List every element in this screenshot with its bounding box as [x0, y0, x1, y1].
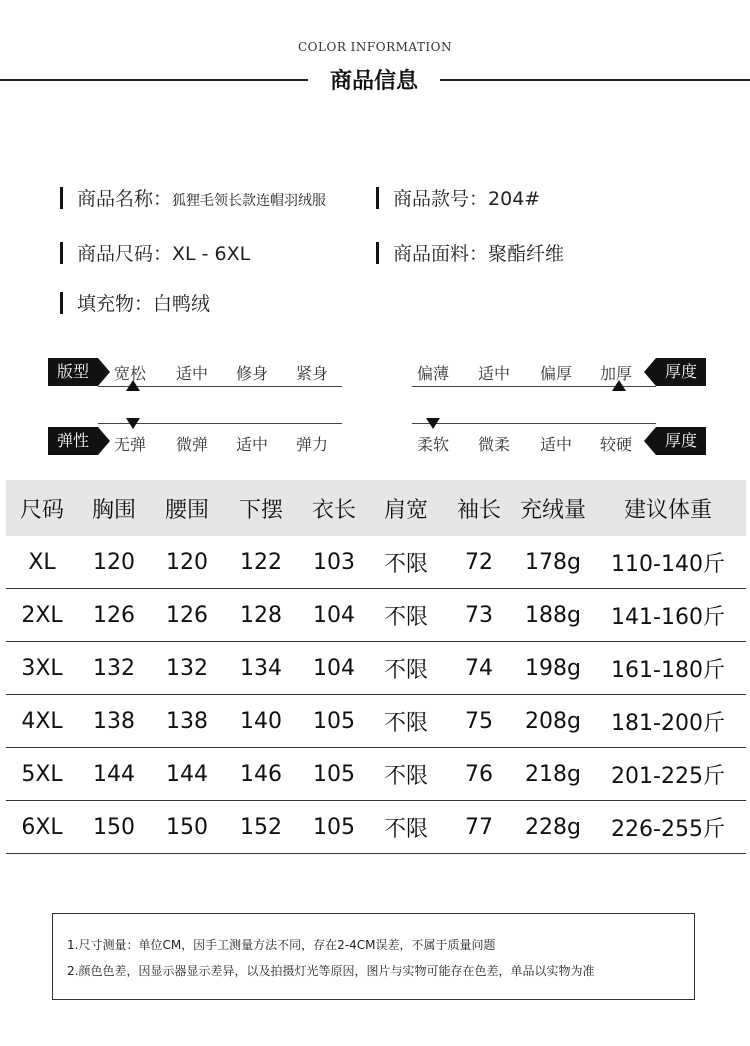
- table-cell: 152: [240, 814, 282, 840]
- info-size: [60, 239, 250, 266]
- table-cell: 73: [465, 602, 493, 628]
- scale-option: 弹力: [296, 435, 329, 454]
- scale-option: 适中: [176, 364, 209, 383]
- table-cell: 不限: [383, 604, 428, 630]
- info-filling: [60, 289, 210, 316]
- section-title: 商品信息: [329, 69, 418, 94]
- note-line: 1.尺寸测量：单位CM，因手工测量方法不同，存在2-4CM误差，不属于质量问题: [67, 938, 496, 952]
- table-cell: 138: [166, 708, 208, 734]
- title-divider-right: [440, 79, 750, 81]
- scale-thickness: [412, 358, 708, 390]
- info-label: 商品面料：: [393, 243, 489, 265]
- table-cell: 76: [465, 761, 493, 787]
- notes-box: [52, 913, 695, 1000]
- scale-option: 偏薄: [417, 364, 450, 383]
- table-cell: 75: [465, 708, 493, 734]
- table-cell: 122: [240, 549, 282, 575]
- info-value: 白鸭绒: [153, 293, 211, 315]
- table-cell: 138: [93, 708, 135, 734]
- table-header-cell: 袖长: [456, 497, 501, 523]
- note-line: 2.颜色色差，因显示器显示差异，以及拍摄灯光等原因，图片与实物可能存在色差，单品以实物为准: [67, 964, 595, 978]
- scale-marker-icon: [426, 418, 440, 429]
- scale-option: 无弹: [114, 435, 147, 454]
- scale-marker-icon: [126, 380, 140, 391]
- info-product-name: [60, 184, 326, 211]
- info-label: 填充物：: [77, 293, 154, 315]
- info-value: 204#: [488, 188, 541, 210]
- table-header-cell: 下摆: [238, 497, 283, 523]
- section-title-row: [0, 64, 750, 96]
- scale-tag: 版型: [48, 358, 98, 386]
- table-row: [6, 589, 746, 642]
- table-cell: 不限: [383, 657, 428, 683]
- scale-marker-icon: [612, 380, 626, 391]
- table-cell: 126: [166, 602, 208, 628]
- table-cell: 181-200斤: [611, 710, 725, 736]
- scale-option: 微弹: [176, 435, 209, 454]
- info-label: 商品款号：: [393, 188, 489, 210]
- table-cell: 6XL: [21, 814, 63, 840]
- table-cell: 141-160斤: [611, 604, 725, 630]
- scale-tag: 弹性: [48, 427, 98, 455]
- table-header-cell: 衣长: [311, 497, 356, 523]
- info-value: 狐狸毛领长款连帽羽绒服: [172, 193, 327, 209]
- table-cell: 不限: [383, 816, 428, 842]
- table-cell: 105: [313, 761, 355, 787]
- table-cell: 2XL: [21, 602, 63, 628]
- scale-tag: 厚度: [656, 358, 706, 386]
- table-header-cell: 建议体重: [623, 497, 712, 523]
- size-table: [6, 480, 746, 854]
- table-cell: 126: [93, 602, 135, 628]
- table-cell: 228g: [525, 814, 581, 840]
- table-header-row: [6, 480, 746, 536]
- info-value: XL - 6XL: [172, 243, 251, 265]
- table-row: [6, 748, 746, 801]
- table-cell: 不限: [383, 551, 428, 577]
- info-fabric: [376, 239, 564, 266]
- table-cell: 105: [313, 708, 355, 734]
- scale-fit: [48, 358, 344, 390]
- table-cell: 218g: [525, 761, 581, 787]
- table-cell: 140: [240, 708, 282, 734]
- info-label: 商品名称：: [77, 188, 173, 210]
- info-bar: [60, 242, 63, 264]
- table-cell: 134: [240, 655, 282, 681]
- info-bar: [376, 187, 379, 209]
- table-cell: 201-225斤: [611, 763, 725, 789]
- table-cell: 不限: [383, 763, 428, 789]
- table-cell: 146: [240, 761, 282, 787]
- table-row: [6, 801, 746, 854]
- info-bar: [60, 187, 63, 209]
- table-cell: 144: [93, 761, 135, 787]
- title-divider-left: [0, 79, 308, 81]
- table-cell: 72: [465, 549, 493, 575]
- table-header-cell: 肩宽: [383, 497, 428, 523]
- scale-marker-icon: [126, 418, 140, 429]
- table-cell: 144: [166, 761, 208, 787]
- table-cell: 105: [313, 814, 355, 840]
- table-cell: XL: [28, 549, 56, 575]
- info-style-number: [376, 184, 540, 211]
- table-cell: 不限: [383, 710, 428, 736]
- table-cell: 226-255斤: [611, 816, 725, 842]
- table-cell: 208g: [525, 708, 581, 734]
- table-cell: 103: [313, 549, 355, 575]
- table-cell: 110-140斤: [611, 551, 725, 577]
- scale-option: 适中: [540, 435, 573, 454]
- table-cell: 178g: [525, 549, 581, 575]
- table-cell: 120: [166, 549, 208, 575]
- table-cell: 198g: [525, 655, 581, 681]
- table-header-cell: 胸围: [91, 497, 136, 523]
- table-cell: 150: [93, 814, 135, 840]
- scale-tag: 厚度: [656, 427, 706, 455]
- table-cell: 150: [166, 814, 208, 840]
- info-label: 商品尺码：: [77, 243, 173, 265]
- table-cell: 161-180斤: [611, 657, 725, 683]
- scale-option: 偏厚: [540, 364, 573, 383]
- table-cell: 120: [93, 549, 135, 575]
- table-body: [6, 536, 746, 854]
- info-bar: [60, 292, 63, 314]
- table-cell: 188g: [525, 602, 581, 628]
- table-row: [6, 536, 746, 589]
- table-row: [6, 642, 746, 695]
- scale-option: 修身: [236, 364, 269, 383]
- scale-option: 微柔: [478, 435, 511, 454]
- table-cell: 132: [93, 655, 135, 681]
- scale-option: 适中: [236, 435, 269, 454]
- info-bar: [376, 242, 379, 264]
- info-value: 聚酯纤维: [488, 243, 565, 265]
- table-header-cell: 充绒量: [519, 497, 586, 523]
- table-cell: 104: [313, 602, 355, 628]
- scale-softness: [412, 418, 708, 458]
- table-cell: 128: [240, 602, 282, 628]
- table-cell: 77: [465, 814, 493, 840]
- table-cell: 4XL: [21, 708, 63, 734]
- scale-line: [412, 423, 656, 424]
- table-header-cell: 腰围: [164, 497, 209, 523]
- scale-option: 加厚: [600, 364, 633, 383]
- table-cell: 132: [166, 655, 208, 681]
- scale-option: 适中: [478, 364, 511, 383]
- table-cell: 5XL: [21, 761, 63, 787]
- scale-elasticity: [48, 418, 344, 458]
- scale-option: 紧身: [296, 364, 329, 383]
- scale-option: 较硬: [600, 435, 633, 454]
- table-cell: 74: [465, 655, 493, 681]
- section-subtitle: COLOR INFORMATION: [298, 40, 452, 54]
- table-cell: 104: [313, 655, 355, 681]
- scale-option: 柔软: [417, 435, 450, 454]
- table-cell: 3XL: [21, 655, 63, 681]
- table-header-cell: 尺码: [19, 497, 64, 523]
- table-row: [6, 695, 746, 748]
- scale-option: 宽松: [114, 364, 147, 383]
